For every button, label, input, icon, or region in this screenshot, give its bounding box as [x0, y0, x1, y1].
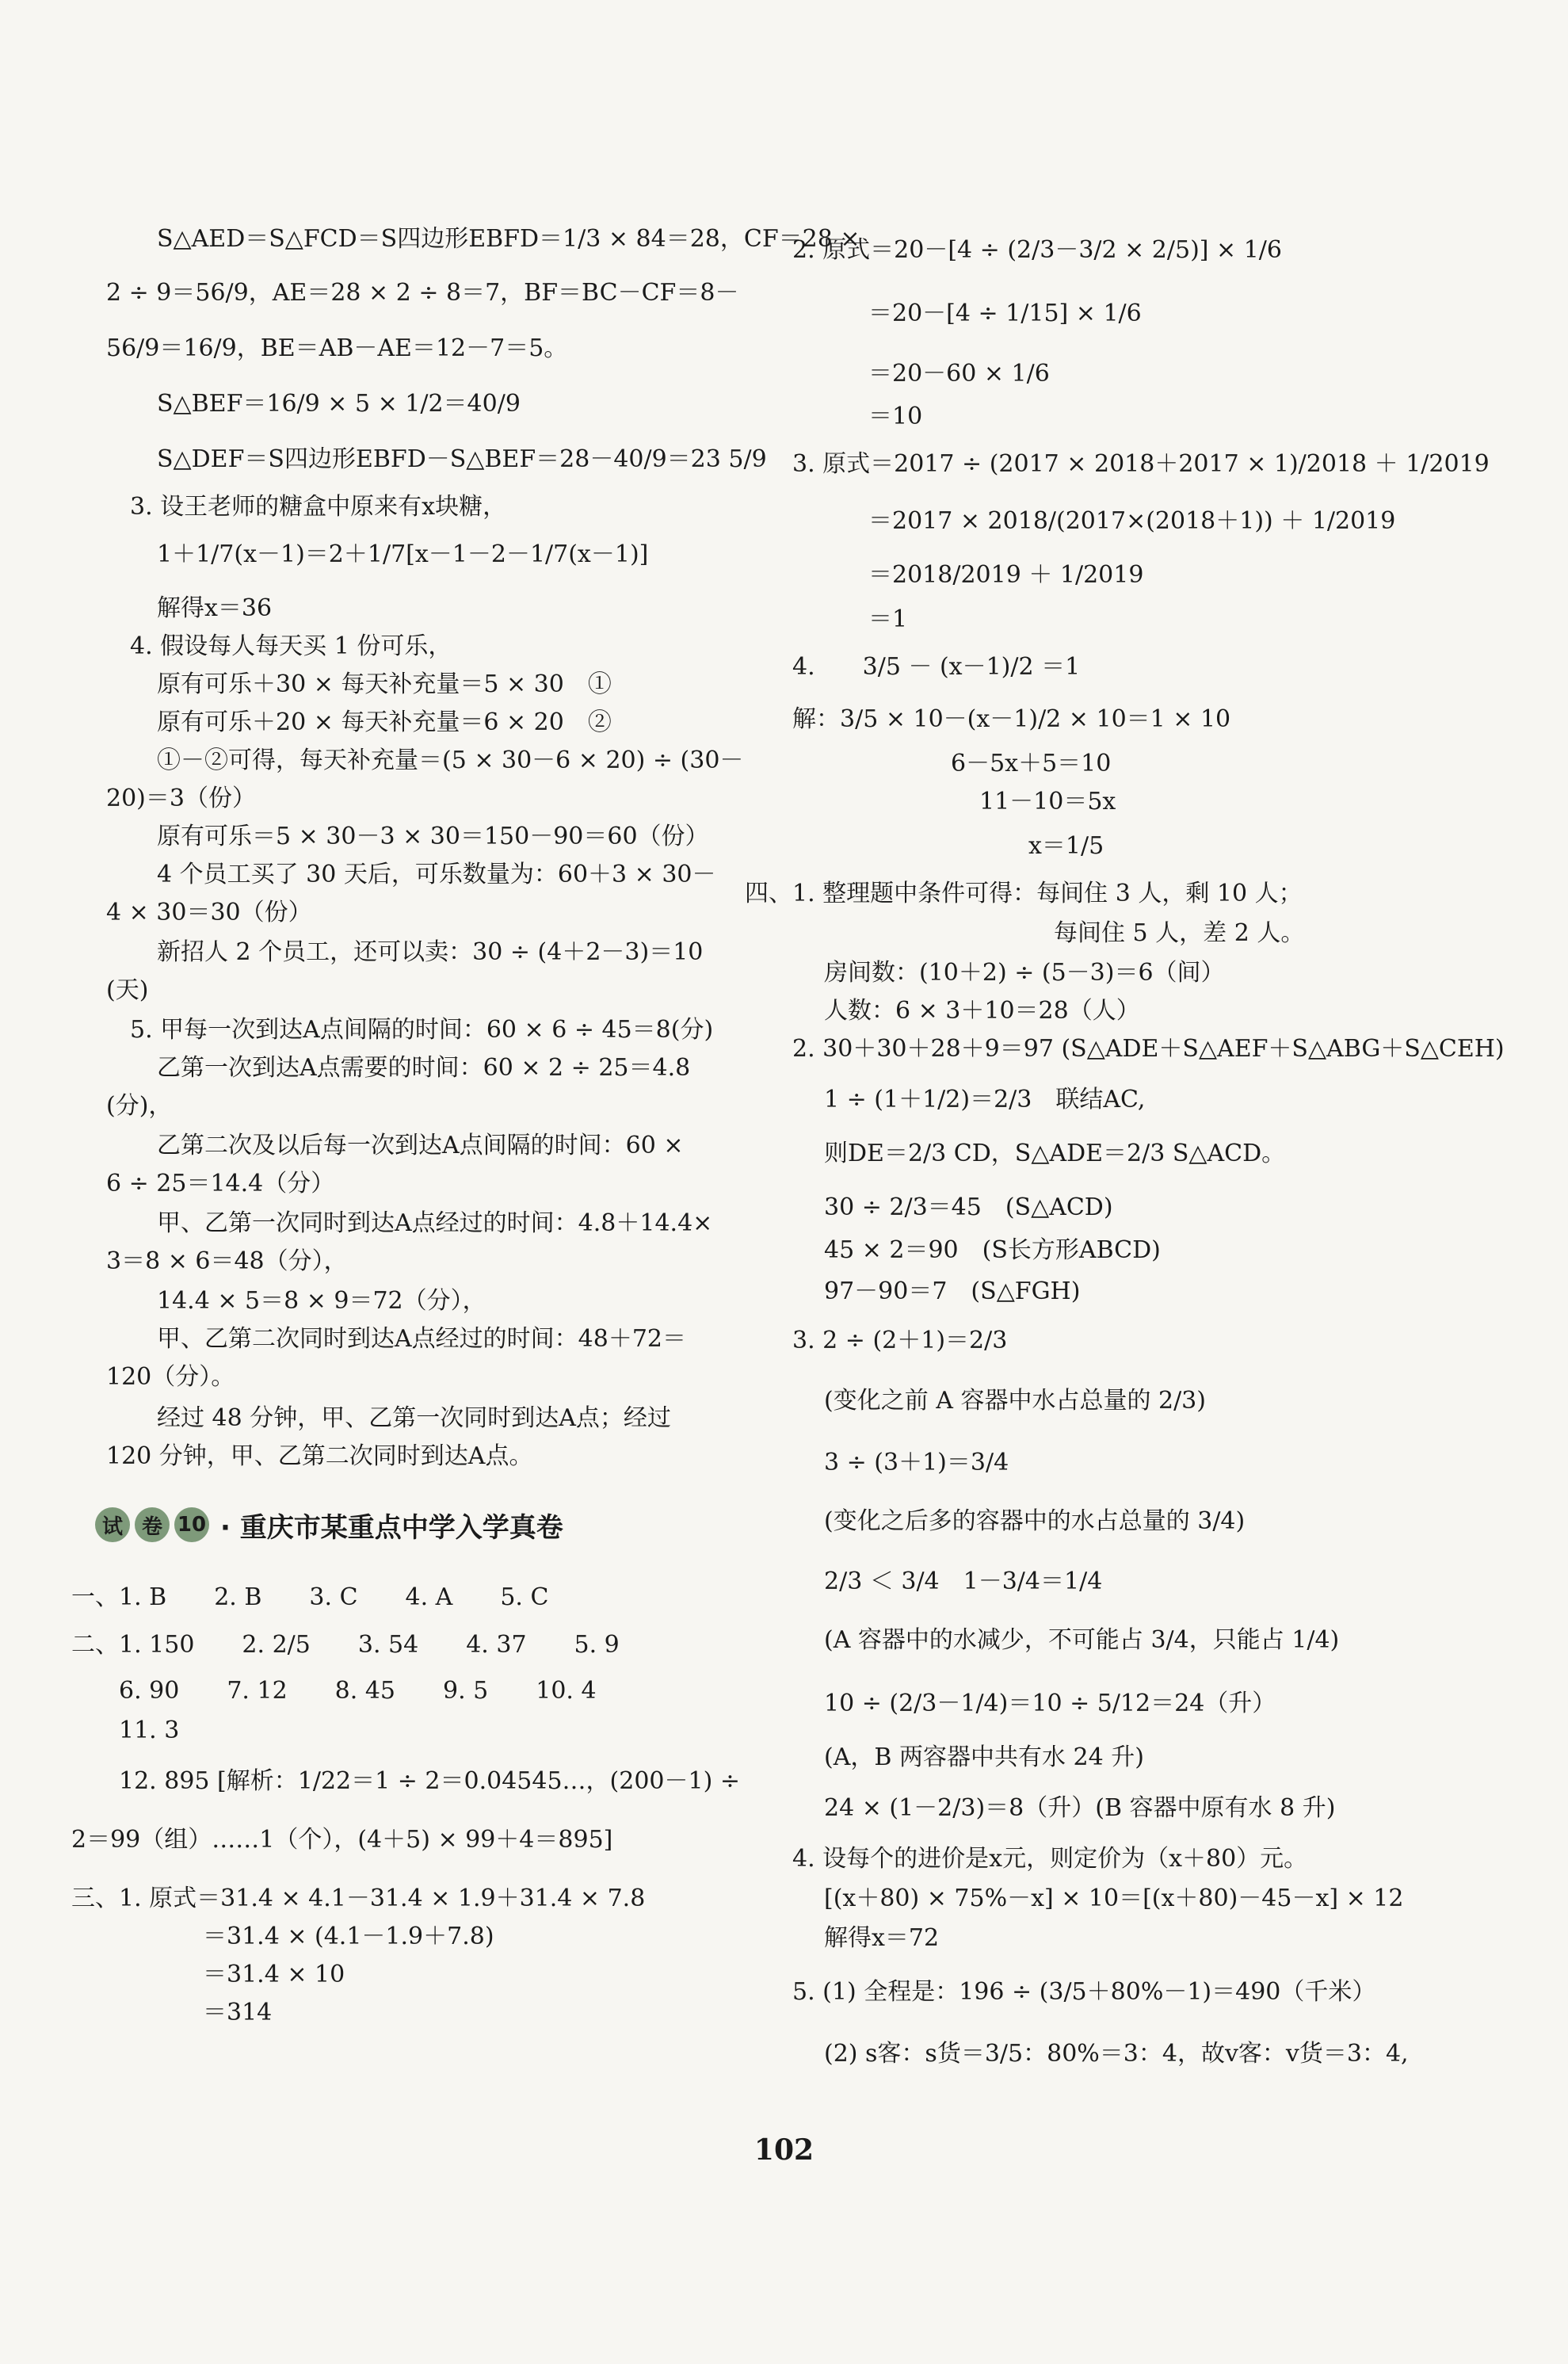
page-number: 102	[753, 2133, 815, 2167]
solution-line: ＝2018/2019 ＋ 1/2019	[868, 561, 1144, 589]
solution-line: 甲、乙第二次同时到达A点经过的时间：48＋72＝	[157, 1325, 687, 1353]
solution-line: 新招人 2 个员工，还可以卖：30 ÷ (4＋2－3)＝10	[157, 938, 704, 966]
answer-line: 12. 895 [解析：1/22＝1 ÷ 2＝0.04545…，(200－1) ÷	[119, 1767, 740, 1795]
solution-line: (分)，	[106, 1092, 173, 1120]
solution-line: 6－5x＋5＝10	[951, 750, 1112, 777]
solution-line: 4. 3/5 － (x－1)/2 ＝1	[792, 653, 1081, 681]
answer-line: ＝31.4 × 10	[203, 1961, 345, 1988]
solution-line: (2) s客：s货＝3/5：80%＝3：4，故v客：v货＝3：4,	[824, 2040, 1409, 2068]
solution-line: 45 × 2＝90 (S长方形ABCD)	[824, 1236, 1161, 1264]
solution-line: 120 分钟，甲、乙第二次同时到达A点。	[106, 1442, 533, 1470]
section-title: · 重庆市某重点中学入学真卷	[220, 1511, 563, 1544]
solution-line: 4. 假设每人每天买 1 份可乐，	[130, 632, 452, 660]
answer-line: 三、1. 原式＝31.4 × 4.1－31.4 × 1.9＋31.4 × 7.8	[71, 1885, 646, 1912]
solution-line: 乙第二次及以后每一次到达A点间隔的时间：60 ×	[157, 1132, 684, 1159]
solution-line: 四、1. 整理题中条件可得：每间住 3 人，剩 10 人；	[745, 880, 1303, 907]
solution-line: 解得x＝72	[824, 1924, 940, 1952]
solution-line: ＝10	[868, 403, 923, 430]
solution-line: 2. 30＋30＋28＋9＝97 (S△ADE＋S△AEF＋S△ABG＋S△CEH)	[792, 1035, 1505, 1063]
solution-line: 5. (1) 全程是：196 ÷ (3/5＋80%－1)＝490（千米）	[792, 1978, 1376, 2006]
solution-line: 3. 原式＝2017 ÷ (2017 × 2018＋2017 × 1)/2018 ＋ 1/2019	[792, 450, 1490, 478]
solution-line: (A，B 两容器中共有水 24 升)	[824, 1743, 1144, 1771]
solution-line: 97－90＝7 (S△FGH)	[824, 1277, 1081, 1305]
solution-line: 2. 原式＝20－[4 ÷ (2/3－3/2 × 2/5)] × 1/6	[792, 236, 1282, 264]
solution-line: 解：3/5 × 10－(x－1)/2 × 10＝1 × 10	[792, 705, 1231, 733]
solution-line: 原有可乐＋30 × 每天补充量＝5 × 30 ①	[157, 670, 612, 698]
solution-line: 原有可乐＋20 × 每天补充量＝6 × 20 ②	[157, 708, 612, 736]
solution-line: 10 ÷ (2/3－1/4)＝10 ÷ 5/12＝24（升）	[824, 1690, 1276, 1717]
solution-line: ＝2017 × 2018/(2017×(2018＋1)) ＋ 1/2019	[868, 507, 1396, 535]
solution-line: S△BEF＝16/9 × 5 × 1/2＝40/9	[157, 390, 521, 418]
solution-line: 6 ÷ 25＝14.4（分）	[106, 1170, 335, 1197]
solution-line: 2 ÷ 9＝56/9，AE＝28 × 2 ÷ 8＝7，BF＝BC－CF＝8－	[106, 279, 739, 307]
solution-line: 3＝8 × 6＝48（分），	[106, 1247, 348, 1275]
badge-shi: 试	[95, 1507, 130, 1542]
solution-line: ＝20－60 × 1/6	[868, 360, 1050, 388]
solution-line: 14.4 × 5＝8 × 9＝72（分），	[157, 1287, 486, 1315]
answer-line: ＝314	[203, 1999, 273, 2026]
solution-line: 经过 48 分钟，甲、乙第一次同时到达A点；经过	[157, 1404, 671, 1432]
answer-line: 6. 90 7. 12 8. 45 9. 5 10. 4	[119, 1677, 597, 1705]
badge-juan: 卷	[135, 1507, 170, 1542]
solution-line: 4. 设每个的进价是x元，则定价为（x＋80）元。	[792, 1845, 1308, 1873]
solution-line: 24 × (1－2/3)＝8（升）(B 容器中原有水 8 升)	[824, 1794, 1336, 1822]
solution-line: 3. 2 ÷ (2＋1)＝2/3	[792, 1327, 1008, 1354]
solution-line: 11－10＝5x	[979, 788, 1116, 815]
solution-line: 5. 甲每一次到达A点间隔的时间：60 × 6 ÷ 45＝8(分)	[130, 1016, 714, 1044]
solution-line: 甲、乙第一次同时到达A点经过的时间：4.8＋14.4×	[157, 1209, 713, 1237]
answer-line: 2＝99（组）……1（个），(4＋5) × 99＋4＝895]	[71, 1826, 613, 1854]
solution-line: 人数：6 × 3＋10＝28（人）	[824, 997, 1140, 1025]
solution-line: 1 ÷ (1＋1/2)＝2/3 联结AC,	[824, 1086, 1146, 1113]
solution-line: ＝1	[868, 605, 908, 633]
solution-line: 1＋1/7(x－1)＝2＋1/7[x－1－2－1/7(x－1)]	[157, 540, 649, 568]
solution-line: 每间住 5 人，差 2 人。	[1054, 919, 1305, 947]
solution-line: (变化之前 A 容器中水占总量的 2/3)	[824, 1387, 1206, 1415]
solution-line: 3 ÷ (3＋1)＝3/4	[824, 1449, 1009, 1476]
solution-line: 4 × 30＝30（份）	[106, 899, 312, 926]
solution-line: 原有可乐＝5 × 30－3 × 30＝150－90＝60（份）	[157, 823, 709, 850]
answer-line: 二、1. 150 2. 2/5 3. 54 4. 37 5. 9	[71, 1631, 620, 1659]
solution-line: 4 个员工买了 30 天后，可乐数量为：60＋3 × 30－	[157, 861, 716, 888]
solution-line: 房间数：(10＋2) ÷ (5－3)＝6（间）	[824, 959, 1225, 987]
solution-line: 则DE＝2/3 CD，S△ADE＝2/3 S△ACD。	[824, 1140, 1286, 1167]
solution-line: 3. 设王老师的糖盒中原来有x块糖，	[130, 493, 507, 521]
badge-number: 10	[174, 1507, 209, 1542]
solution-line: S△DEF＝S四边形EBFD－S△BEF＝28－40/9＝23 5/9	[157, 445, 767, 473]
answer-line: 11. 3	[119, 1717, 180, 1744]
solution-line: 20)＝3（份）	[106, 785, 256, 812]
solution-line: x＝1/5	[1028, 832, 1104, 860]
solution-line: [(x＋80) × 75%－x] × 10＝[(x＋80)－45－x] × 12	[824, 1885, 1404, 1912]
solution-line: 乙第一次到达A点需要的时间：60 × 2 ÷ 25＝4.8	[157, 1054, 691, 1082]
solution-line: 2/3 ＜ 3/4 1－3/4＝1/4	[824, 1568, 1103, 1595]
solution-line: ①－②可得，每天补充量＝(5 × 30－6 × 20) ÷ (30－	[157, 747, 744, 774]
solution-line: 120（分）。	[106, 1363, 235, 1391]
solution-line: 56/9＝16/9，BE＝AB－AE＝12－7＝5。	[106, 334, 568, 362]
answer-line: ＝31.4 × (4.1－1.9＋7.8)	[203, 1923, 494, 1950]
section-header	[95, 1503, 705, 1547]
solution-line: ＝20－[4 ÷ 1/15] × 1/6	[868, 300, 1142, 327]
solution-line: 30 ÷ 2/3＝45 (S△ACD)	[824, 1193, 1113, 1221]
solution-line: (变化之后多的容器中的水占总量的 3/4)	[824, 1507, 1246, 1535]
solution-line: 解得x＝36	[157, 594, 273, 622]
solution-line: (天)	[106, 976, 149, 1004]
answer-line: 一、1. B 2. B 3. C 4. A 5. C	[71, 1583, 549, 1611]
solution-line: S△AED＝S△FCD＝S四边形EBFD＝1/3 × 84＝28，CF＝28 ×	[157, 225, 860, 253]
solution-line: (A 容器中的水减少，不可能占 3/4，只能占 1/4)	[824, 1626, 1340, 1654]
